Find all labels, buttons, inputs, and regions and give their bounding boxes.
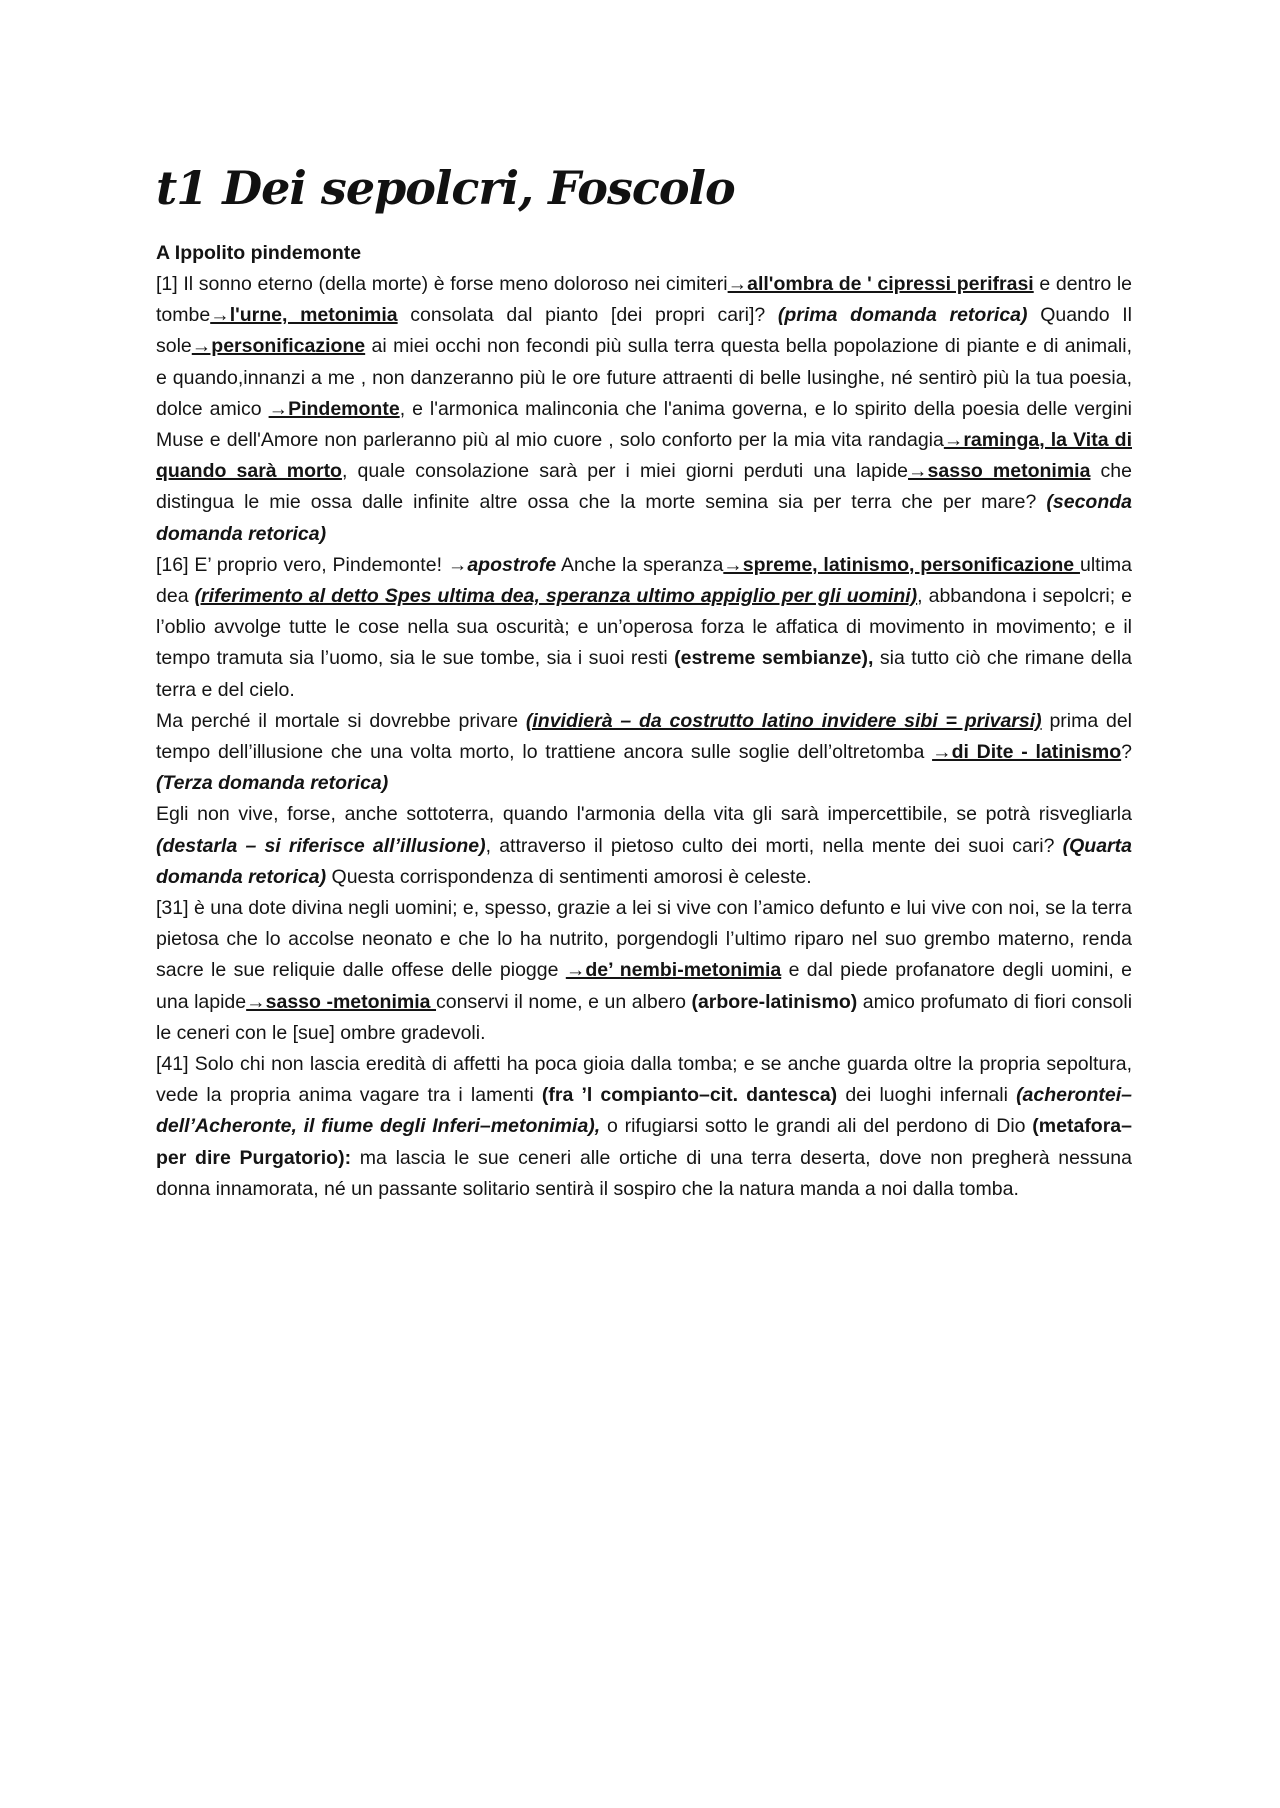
annotation-text: →Pindemonte <box>268 397 400 420</box>
annotation-text: (arbore-latinismo) <box>691 990 858 1013</box>
body-text: Ma perché il mortale si dovrebbe privare <box>156 709 526 732</box>
document-title: t1 Dei sepolcri, Foscolo <box>156 161 735 215</box>
body-text: prima del tempo dell’illusione che una volta morto, lo trattiene ancora sulle soglie dell’oltretomba <box>156 709 1133 764</box>
body-text: ma lascia le sue ceneri alle ortiche di una terra deserta, dove non pregherà nessuna donna innamorata, né un passante solitario sentirà il sospiro che la natura manda a noi dalla tomba. <box>156 1146 1132 1200</box>
annotation-text: (destarla – si riferisce all’illusione) <box>156 834 486 857</box>
paragraph-egli-non-vive <box>156 799 1132 893</box>
document-page <box>156 160 1132 1205</box>
body-text: Egli non vive, forse, anche sottoterra, quando l'armonia della vita gli sarà impercettibile, se potrà risvegliarla <box>156 803 1132 826</box>
body-text: , attraverso il pietoso culto dei morti, nella mente dei suoi cari? <box>485 834 1063 857</box>
paragraph-1 <box>156 269 1132 550</box>
body-text: ? <box>1121 741 1132 764</box>
body-text: , quale consolazione sarà per i miei giorni perduti una lapide <box>341 460 909 483</box>
annotation-text: apostrofe <box>467 553 557 576</box>
body-text: che distingua le mie ossa dalle infinite altre ossa che la morte semina sia per terra che per mare? <box>156 460 1132 514</box>
annotation-text: (Terza domanda retorica) <box>156 772 389 795</box>
body-text: [41] Solo chi non lascia eredità di affetti ha poca gioia dalla tomba; e se anche guarda oltre la propria sepoltura, vede la propria anima vagare tra i lamenti <box>156 1053 1132 1107</box>
paragraph-ma-perche <box>156 706 1132 800</box>
body-text: , e l'armonica malinconia che l'anima governa, e lo spirito della poesia delle vergini Muse e dell'Amore non parleranno più al mio cuore , solo conforto per la mia vita randagia <box>156 397 1132 452</box>
body-text: ultima dea <box>156 553 1132 608</box>
body-text: Quando Il sole <box>156 304 1133 358</box>
annotation-text: (seconda domanda retorica) <box>156 491 1132 545</box>
body-text: e dal piede profanatore degli uomini, e una lapide <box>156 959 1132 1013</box>
document-subtitle: A Ippolito pindemonte <box>156 242 362 264</box>
annotation-text: →sasso metonimia <box>908 460 1091 483</box>
annotation-text: (riferimento al detto Spes ultima dea, speranza ultimo appiglio per gli uomini) <box>194 585 918 608</box>
body-text: , abbandona i sepolcri; e l’oblio avvolge tutte le cose nella sua oscurità; e un’operosa forza le affatica di movimento in movimento; e il tempo tramuta sia l’uomo, sia le sue tombe, sia i suoi resti <box>156 585 1132 670</box>
body-text: [16] E’ proprio vero, Pindemonte! → <box>156 553 468 576</box>
annotation-text: →l'urne, metonimia <box>210 304 398 327</box>
annotation-text: (estreme sembianze), <box>674 647 874 670</box>
body-text: [31] è una dote divina negli uomini; e, spesso, grazie a lei si vive con l’amico defunto e lui vive con noi, se la terra pietosa che lo accolse neonato e che lo ha nutrito, porgendogli l’ultimo riparo nel suo grembo materno, renda sacre le sue reliquie dalle offese delle piogge <box>156 897 1132 982</box>
annotation-text: (prima domanda retorica) <box>777 304 1028 327</box>
body-text: sia tutto ciò che rimane della terra e del cielo. <box>156 647 1132 701</box>
annotation-text: →all'ombra de ' cipressi perifrasi <box>727 273 1034 295</box>
body-text: dei luoghi infernali <box>837 1084 1017 1107</box>
annotation-text: →di Dite - latinismo <box>932 741 1122 764</box>
paragraph-16 <box>156 550 1132 706</box>
annotation-text: →personificazione <box>191 335 366 358</box>
body-text: amico profumato di fiori consoli le ceneri con le [sue] ombre gradevoli. <box>156 990 1133 1044</box>
annotation-text: →de’ nembi-metonimia <box>565 959 782 982</box>
paragraph-41 <box>156 1049 1132 1205</box>
annotation-text: →sasso -metonimia <box>246 990 437 1013</box>
body-text: Questa corrispondenza di sentimenti amorosi è celeste. <box>326 865 812 888</box>
body-text: consolata dal pianto [dei propri cari]? <box>397 304 778 327</box>
body-text: o rifugiarsi sotto le grandi ali del perdono di Dio <box>600 1115 1033 1138</box>
annotation-text: (invidierà – da costrutto latino invidere sibi = privarsi) <box>525 709 1042 732</box>
annotation-text: (fra ’l compianto–cit. dantesca) <box>541 1084 838 1107</box>
body-text: [1] Il sonno eterno (della morte) è forse meno doloroso nei cimiteri <box>156 273 728 295</box>
annotation-text: →spreme, latinismo, personificazione <box>723 553 1080 576</box>
annotation-text: (acherontei–dell’Acheronte, il fiume degli Inferi–metonimia), <box>156 1084 1133 1138</box>
body-text: conservi il nome, e un albero <box>436 990 692 1013</box>
body-text: e dentro le tombe <box>156 273 1132 327</box>
annotation-text: (Quarta domanda retorica) <box>156 834 1132 888</box>
paragraph-31 <box>156 893 1132 1049</box>
annotation-text: →raminga, la Vita di quando sarà morto <box>156 429 1132 483</box>
body-text: Anche la speranza <box>556 553 724 576</box>
body-text: ai miei occhi non fecondi più sulla terra questa bella popolazione di piante e di animali, e quando,innanzi a me , non danzeranno più le ore future attraenti di belle lusinghe, né sentirò più la tua poesia, dolce amico <box>156 335 1132 420</box>
annotation-text: (metafora–per dire Purgatorio): <box>156 1115 1132 1169</box>
